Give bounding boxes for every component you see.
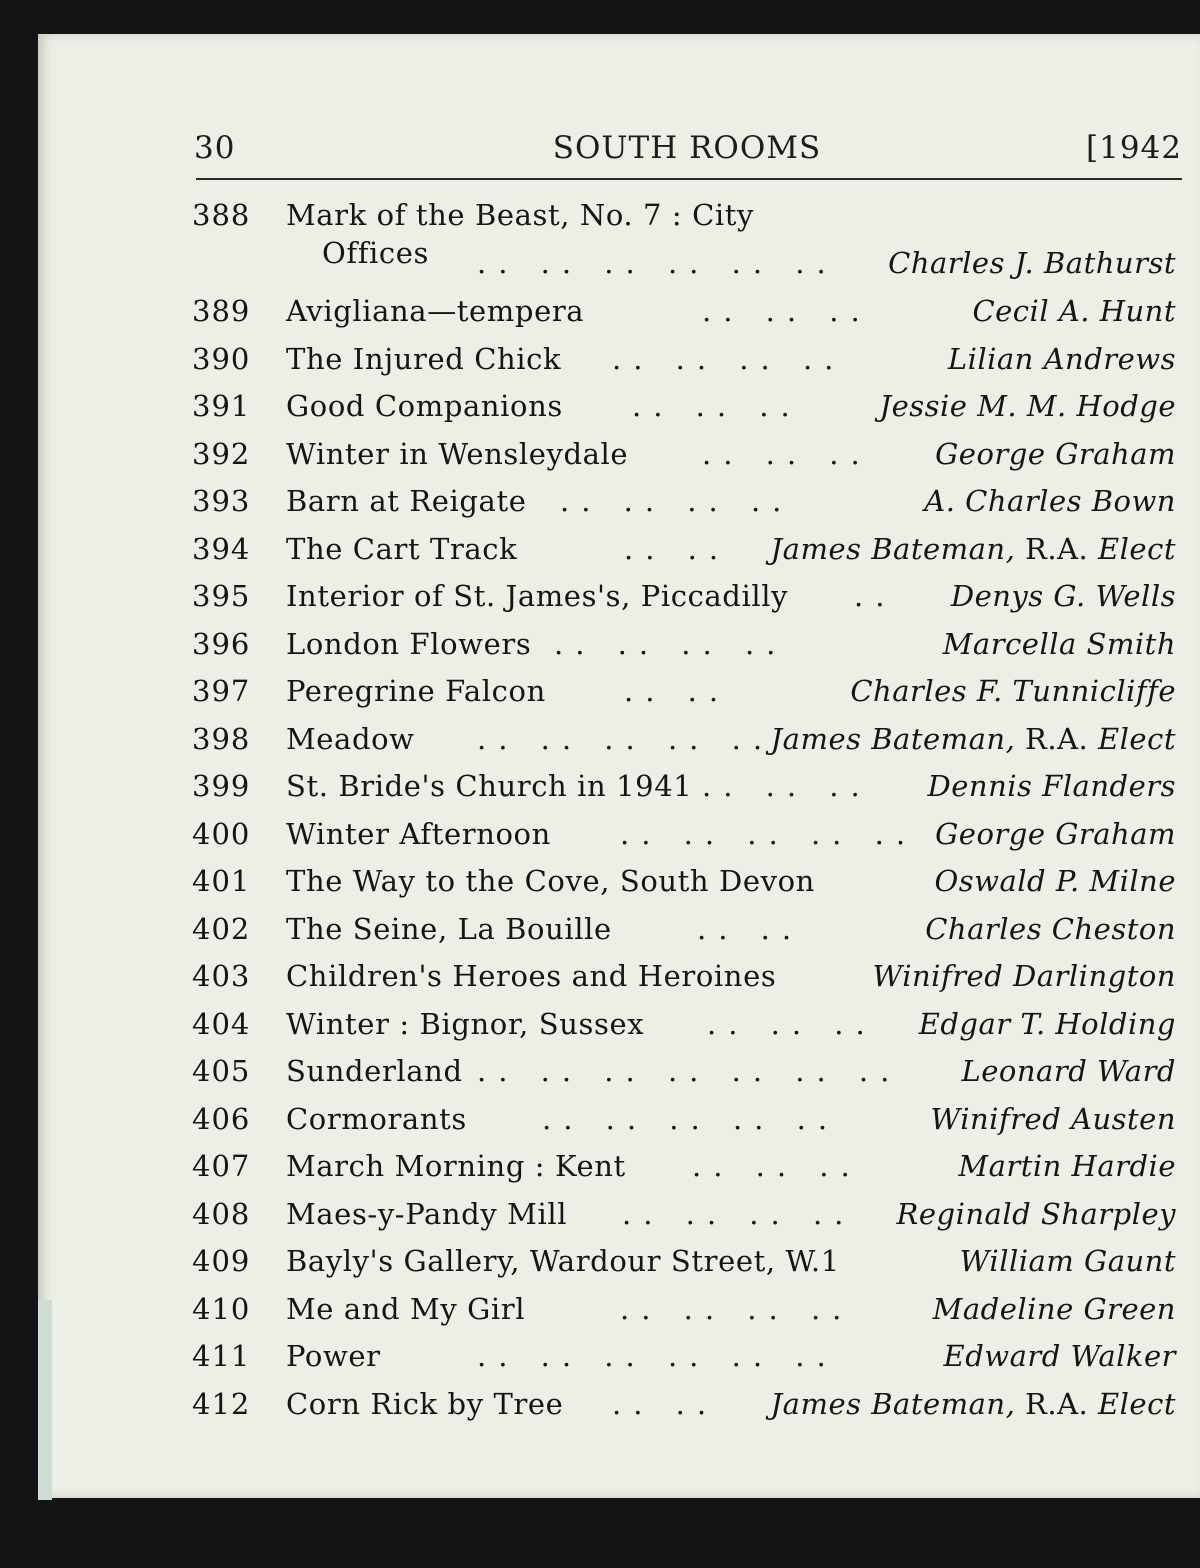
entry-number: 410 <box>192 1291 251 1326</box>
leader-dots: .. .. .. .. .. .. <box>477 246 838 280</box>
leader-dots: .. .. .. .. <box>620 1291 854 1326</box>
entry-artist <box>771 722 1176 756</box>
entry-number: 412 <box>192 1386 251 1421</box>
catalogue-entry <box>192 1387 1182 1435</box>
entry-artist: Martin Hardie <box>958 1149 1176 1183</box>
leader-dots: .. .. .. <box>632 389 802 423</box>
entry-title: Winter Afternoon <box>286 816 551 851</box>
catalogue-entry <box>192 294 1182 342</box>
entry-number: 407 <box>192 1149 251 1183</box>
artist-name: James Bateman, <box>770 721 1016 756</box>
artist-name: James Bateman, <box>770 1386 1016 1421</box>
entry-number: 389 <box>192 294 251 328</box>
entry-title: Barn at Reigate <box>286 484 527 518</box>
entry-artist: Madeline Green <box>932 1291 1176 1326</box>
header-rule <box>196 178 1182 180</box>
entry-number: 391 <box>192 389 251 423</box>
leader-dots: .. <box>854 579 897 613</box>
catalogue-entry <box>192 579 1182 627</box>
entry-artist: Lilian Andrews <box>947 341 1176 376</box>
entry-artist: Oswald P. Milne <box>934 864 1176 898</box>
entry-number: 401 <box>192 864 251 898</box>
entry-title: The Way to the Cove, South Devon <box>286 864 815 898</box>
entry-title: Peregrine Falcon <box>286 674 546 708</box>
leader-dots: .. .. .. <box>707 1006 877 1041</box>
entry-number: 395 <box>192 579 251 613</box>
elect-suffix: Elect <box>1097 531 1176 566</box>
catalogue-entry <box>192 769 1182 817</box>
entry-title: Meadow <box>286 721 415 756</box>
catalogue-entry <box>192 674 1182 722</box>
entry-artist: Reginald Sharpley <box>896 1196 1176 1231</box>
entry-title: Bayly's Gallery, Wardour Street, W.1 <box>286 1244 840 1278</box>
leader-dots: .. .. .. .. <box>554 626 788 661</box>
leader-dots: .. .. .. .. .. .. .. <box>477 1054 902 1088</box>
leader-dots: .. .. .. .. .. .. <box>477 1339 838 1373</box>
entry-title: Maes-y-Pandy Mill <box>286 1196 568 1231</box>
entry-artist: Edward Walker <box>943 1339 1176 1373</box>
entry-artist <box>771 532 1176 566</box>
entry-number: 405 <box>192 1054 251 1088</box>
leader-dots: .. .. <box>697 911 804 946</box>
entry-number: 394 <box>192 531 251 566</box>
entry-artist: A. Charles Bown <box>924 484 1176 518</box>
entry-title: Sunderland <box>286 1054 463 1088</box>
page-header <box>192 130 1182 174</box>
entry-artist: Dennis Flanders <box>927 769 1176 803</box>
entry-artist: Charles J. Bathurst <box>888 246 1176 280</box>
entry-artist: Cecil A. Hunt <box>972 294 1176 328</box>
entry-title: Children's Heroes and Heroines <box>286 959 777 993</box>
entry-artist: Charles F. Tunnicliffe <box>850 674 1176 708</box>
ra-suffix: R.A. <box>1025 721 1089 756</box>
entry-number: 409 <box>192 1244 251 1278</box>
entry-title: Power <box>286 1339 381 1373</box>
ra-suffix: R.A. <box>1025 531 1089 566</box>
entry-artist: Edgar T. Holding <box>918 1006 1176 1041</box>
leader-dots: .. .. .. .. .. <box>542 1101 840 1136</box>
catalogue-entry <box>192 817 1182 865</box>
entry-title: Me and My Girl <box>286 1291 526 1326</box>
leader-dots: .. .. <box>612 1386 719 1421</box>
catalogue-entry <box>192 532 1182 580</box>
catalogue-entry <box>192 1007 1182 1055</box>
page-number: 30 <box>194 130 236 166</box>
catalogue-entry <box>192 959 1182 1007</box>
page-edge <box>38 1300 52 1500</box>
catalogue-entry <box>192 389 1182 437</box>
entry-title: Cormorants <box>286 1101 467 1136</box>
entry-title: The Injured Chick <box>286 341 562 376</box>
entry-title: Good Companions <box>286 389 563 423</box>
artist-name: James Bateman, <box>770 531 1016 566</box>
entry-title: Avigliana—tempera <box>286 294 585 328</box>
entry-number: 390 <box>192 341 251 376</box>
entry-title: London Flowers <box>286 626 532 661</box>
catalogue-entry <box>192 912 1182 960</box>
entry-number: 393 <box>192 484 251 518</box>
leader-dots: .. .. .. <box>702 436 872 471</box>
entry-title: The Cart Track <box>286 531 518 566</box>
entry-title: Corn Rick by Tree <box>286 1386 564 1421</box>
entry-artist: Charles Cheston <box>925 911 1176 946</box>
elect-suffix: Elect <box>1097 721 1176 756</box>
catalogue-entry <box>192 1292 1182 1340</box>
entry-number: 402 <box>192 911 251 946</box>
leader-dots: .. .. .. .. <box>612 341 846 376</box>
entry-title: Mark of the Beast, No. 7 : City <box>286 198 755 232</box>
entry-artist: Winifred Darlington <box>872 959 1176 993</box>
elect-suffix: Elect <box>1097 1386 1176 1421</box>
leader-dots: .. .. <box>624 674 731 708</box>
entry-title-cont: Offices <box>322 236 430 270</box>
entry-title: Winter in Wensleydale <box>286 436 629 471</box>
leader-dots: .. .. .. <box>692 1149 862 1183</box>
entry-number: 403 <box>192 959 251 993</box>
entry-number: 406 <box>192 1101 251 1136</box>
entry-artist: William Gaunt <box>959 1244 1176 1278</box>
entry-title: Winter : Bignor, Sussex <box>286 1006 645 1041</box>
entry-artist: Leonard Ward <box>961 1054 1176 1088</box>
entry-number: 397 <box>192 674 251 708</box>
entry-number: 400 <box>192 816 251 851</box>
catalogue-entry <box>192 627 1182 675</box>
catalogue-entry <box>192 484 1182 532</box>
entry-number: 404 <box>192 1006 251 1041</box>
catalogue-entry <box>192 342 1182 390</box>
catalogue-entry <box>192 437 1182 485</box>
entry-number: 411 <box>192 1339 251 1373</box>
entry-number: 388 <box>192 198 251 232</box>
entry-artist: George Graham <box>935 816 1176 851</box>
entry-artist: Denys G. Wells <box>950 579 1176 613</box>
catalogue-entry <box>192 864 1182 912</box>
leader-dots: .. .. .. <box>702 769 872 803</box>
entry-number: 392 <box>192 436 251 471</box>
entry-title: Interior of St. James's, Piccadilly <box>286 579 789 613</box>
entry-artist: George Graham <box>935 436 1176 471</box>
entry-title: March Morning : Kent <box>286 1149 626 1183</box>
ra-suffix: R.A. <box>1025 1386 1089 1421</box>
section-title: SOUTH ROOMS <box>552 130 822 166</box>
entry-number: 396 <box>192 626 251 661</box>
catalogue-entry <box>192 722 1182 770</box>
catalogue-entry <box>192 1339 1182 1387</box>
year-label: [1942 <box>1086 130 1182 166</box>
catalogue-entry <box>192 1102 1182 1150</box>
catalogue-entry <box>192 1197 1182 1245</box>
entry-number: 408 <box>192 1196 251 1231</box>
leader-dots: .. .. .. .. .. <box>620 816 918 851</box>
leader-dots: .. .. <box>624 531 731 566</box>
catalogue-entry <box>192 1149 1182 1197</box>
entry-artist: Winifred Austen <box>930 1101 1176 1136</box>
catalogue-entry <box>192 1054 1182 1102</box>
entry-artist <box>771 1387 1176 1421</box>
leader-dots: .. .. .. .. .. <box>477 721 775 756</box>
catalogue-entry <box>192 198 1182 294</box>
catalogue-entry <box>192 1244 1182 1292</box>
entry-title: The Seine, La Bouille <box>286 911 612 946</box>
leader-dots: .. .. .. .. <box>622 1196 856 1231</box>
catalogue-list <box>192 198 1182 1434</box>
leader-dots: .. .. .. .. <box>560 484 794 518</box>
leader-dots: .. .. .. <box>702 294 872 328</box>
entry-number: 398 <box>192 721 251 756</box>
entry-artist: Marcella Smith <box>942 626 1176 661</box>
entry-title: St. Bride's Church in 1941 <box>286 769 693 803</box>
entry-number: 399 <box>192 769 251 803</box>
entry-artist: Jessie M. M. Hodge <box>879 389 1176 423</box>
